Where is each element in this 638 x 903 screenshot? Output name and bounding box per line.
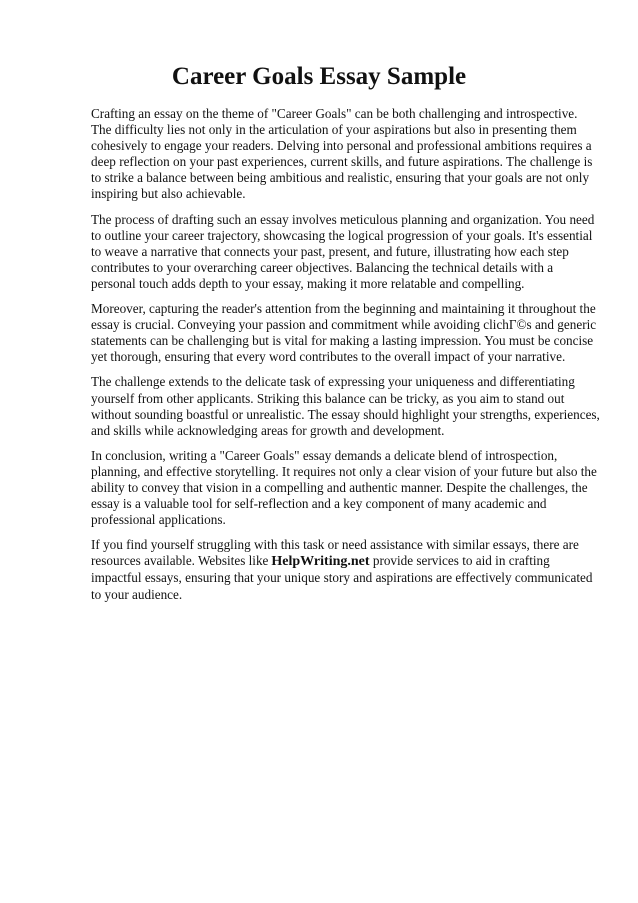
paragraph-3: Moreover, capturing the reader's attention from the beginning and maintaining it throughout the essay is crucial. Conveying your passion and commitment while avoiding clichГ©s and generic statements can be challenging but is vital for making a lasting impression. You must be concise yet thorough, ensuring that every word contributes to the overall impact of your narrative. — [91, 301, 597, 365]
paragraph-4: The challenge extends to the delicate task of expressing your uniqueness and differentiating yourself from other applicants. Striking this balance can be tricky, as you aim to stand out without sounding boastful or unrealistic. The essay should highlight your strengths, experiences, and skills while acknowledging areas for growth and development. — [91, 374, 600, 438]
paragraph-6-after-link: provide services to aid in crafting impactful essays, ensuring that your unique story and aspirations are effectively communicated to your audience. — [91, 553, 593, 602]
paragraph-6-before-link: If you find yourself struggling with this task or need assistance with similar essays, there are resources available. Websites like — [91, 537, 579, 569]
helpwriting-link[interactable]: HelpWriting.net — [271, 554, 370, 570]
paragraph-5: In conclusion, writing a "Career Goals" essay demands a delicate blend of introspection, planning, and effective storytelling. It requires not only a clear vision of your future but also the ability to convey that vision in a compelling and authentic manner. Despite the challenges, the essay is a valuable tool for self-reflection and a key component of many academic and professional applications. — [91, 447, 597, 528]
essay-body — [91, 106, 601, 612]
paragraph-6 — [91, 537, 601, 602]
paragraph-2: The process of drafting such an essay involves meticulous planning and organization. You need to outline your career trajectory, showcasing the logical progression of your goals. It's essential to weave a narrative that connects your past, present, and future, illustrating how each step contributes to your overarching career objectives. Balancing the technical details with a personal touch adds depth to your essay, making it more relatable and compelling. — [91, 211, 595, 291]
paragraph-1: Crafting an essay on the theme of "Career Goals" can be both challenging and introspective. The difficulty lies not only in the articulation of your aspirations but also in presenting them cohesively to engage your readers. Delving into personal and professional ambitions requires a deep reflection on your past experiences, current skills, and future aspirations. The challenge is to strike a balance between being ambitious and realistic, ensuring that your goals are not only inspiring but also achievable. — [91, 106, 593, 202]
page-title: Career Goals Essay Sample — [171, 63, 467, 90]
